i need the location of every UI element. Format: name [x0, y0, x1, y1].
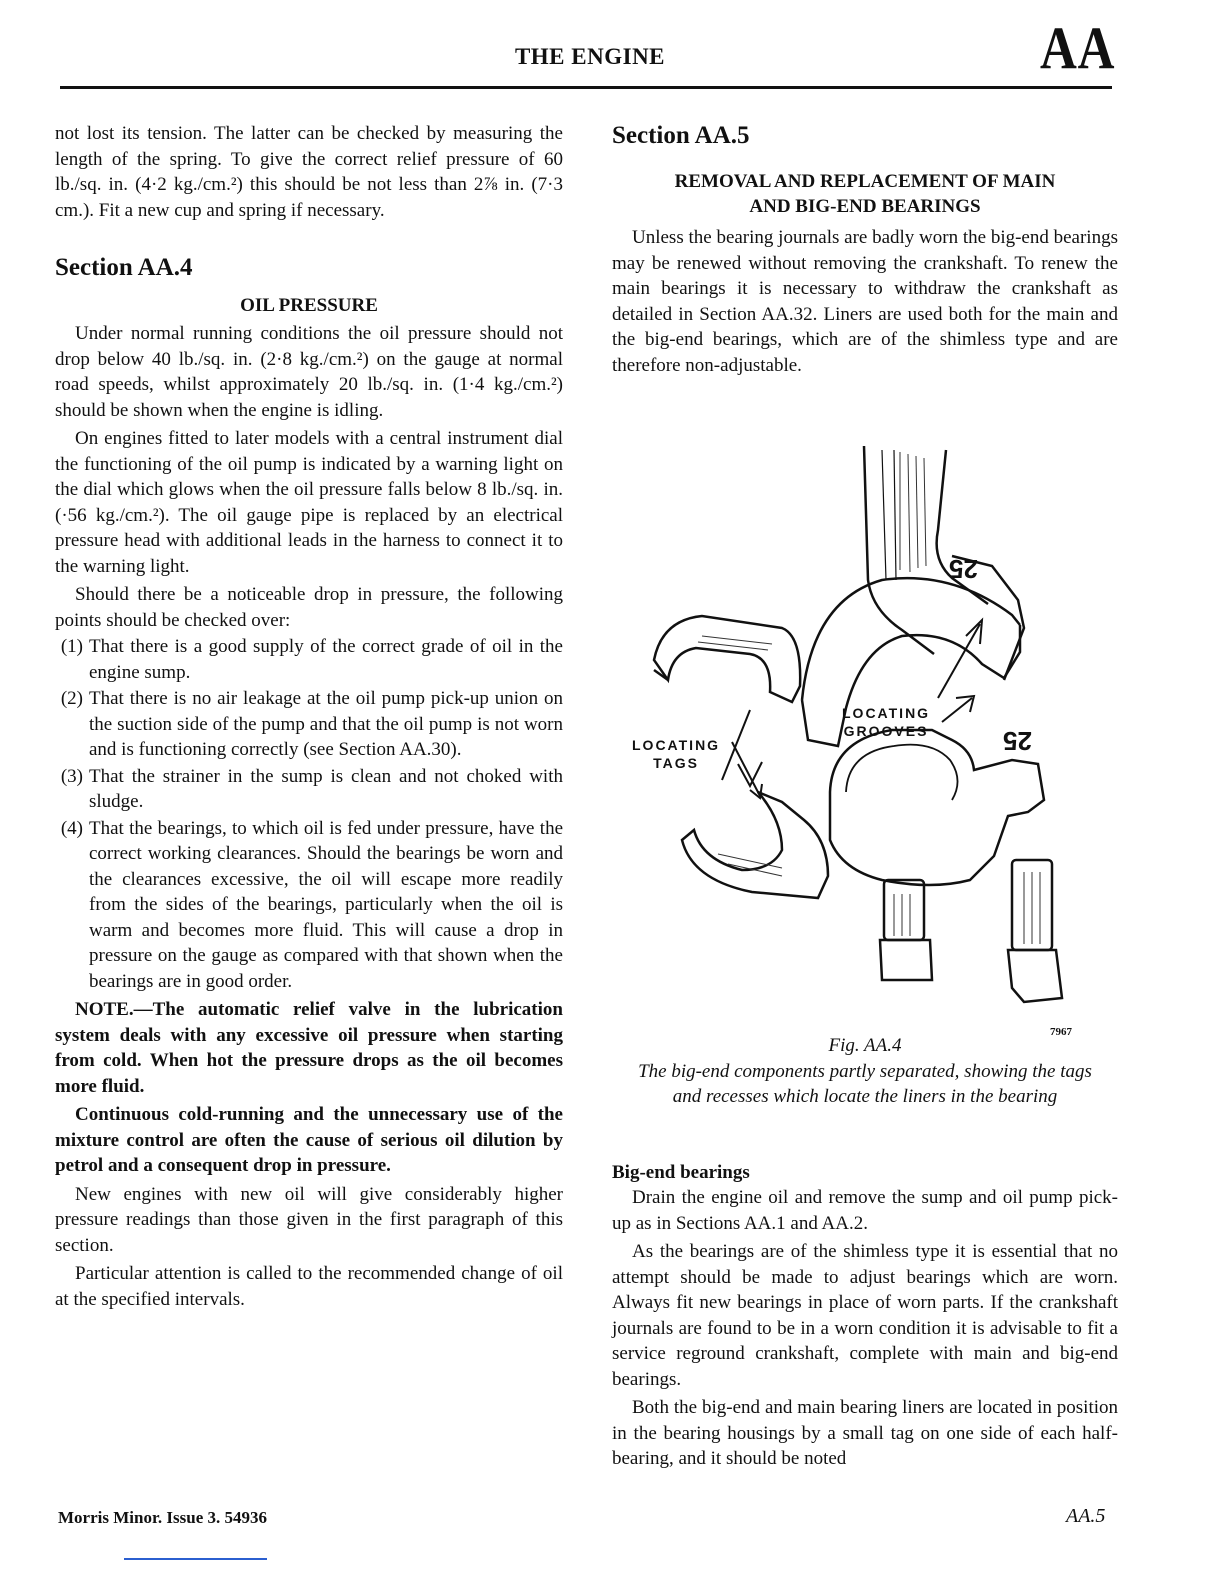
- note-paragraph: NOTE.—The automatic relief valve in the lubrication system deals with any excessive oil pressure when starting from cold. When hot the pressure drops as the oil becomes more fluid.: [55, 999, 563, 1097]
- label-locating-tags: [632, 736, 720, 772]
- paragraph: Drain the engine oil and remove the sump and oil pump pick-up as in Sections AA.1 and AA.2.: [612, 1187, 1118, 1234]
- bolt-head-left: [880, 940, 932, 980]
- section-code: AA: [1040, 15, 1116, 81]
- left-column: [55, 121, 563, 1312]
- paragraph: Should there be a noticeable drop in pressure, the following points should be checked over:: [55, 584, 563, 631]
- header-divider: [60, 86, 1112, 89]
- label-locating-grooves: [842, 704, 930, 740]
- paragraph: On engines fitted to later models with a central instrument dial the functioning of the oil pump is indicated by a warning light on the dial which glows when the oil pressure falls below 8 lb./sq. in. (·56 kg./cm.²). The oil gauge pipe is replaced by an electrical pressure head with additional leads in the harness to connect it to the warning light.: [55, 428, 563, 577]
- cap-bolt-left: [884, 880, 924, 940]
- list-item: [55, 634, 563, 685]
- page-number: AA.5: [1066, 1505, 1106, 1527]
- section-title-aa4: Section AA.4: [55, 254, 193, 281]
- subheading-big-end-bearings: Big-end bearings: [612, 1161, 750, 1183]
- label-line: LOCATING: [632, 737, 721, 753]
- note-paragraph: Continuous cold-running and the unnecessary use of the mixture control are often the cause of serious oil dilution by petrol and a consequent drop in pressure.: [55, 1104, 563, 1176]
- rod-top-outline: [802, 578, 1020, 700]
- list-item: [55, 816, 563, 995]
- list-item: [55, 686, 563, 763]
- list-text: That the bearings, to which oil is fed under pressure, have the correct working clearances. Should the bearings be worn and the clearances excessive, the oil will escape more readily from the sides of the bearings, particularly when the oil is warm and becomes more fluid. This will cause a drop in pressure on the gauge as compared with that shown when the bearings are in good order.: [89, 817, 563, 992]
- lower-bearing-shell: [682, 792, 828, 898]
- rod-shank-right-edge: [864, 446, 934, 654]
- subheading-oil-pressure: OIL PRESSURE: [240, 295, 378, 316]
- section-title-aa5: Section AA.5: [612, 122, 750, 149]
- figure-caption-title: Fig. AA.4: [828, 1035, 902, 1056]
- paragraph: New engines with new oil will give considerably higher pressure readings than those given in the first paragraph of this section.: [55, 1183, 563, 1256]
- paragraph: Unless the bearing journals are badly worn the big-end bearings may be renewed without removing the crankshaft. To renew the main bearings it is necessary to withdraw the crankshaft as detailed in Section AA.32. Liners are used both for the main and the big-end bearings, which are of the shimless type and are therefore non-adjustable.: [612, 227, 1118, 376]
- paragraph: Under normal running conditions the oil pressure should not drop below 40 lb./sq. in. (2·8 kg./cm.²) on the gauge at normal road speeds, whilst approximately 20 lb./sq. in. (1·4 kg./cm.²) should be shown when the engine is idling.: [55, 323, 563, 421]
- list-number: (2): [60, 688, 83, 709]
- intro-paragraph: not lost its tension. The latter can be checked by measuring the length of the spring. To give the correct relief pressure of 60 lb./sq. in. (4·2 kg./cm.²) this should be not less than 2⅞ in. (7·3 cm.). Fit a new cup and spring if necessary.: [55, 123, 563, 221]
- bolt-head-right: [1008, 950, 1062, 1002]
- subheading-line: AND BIG-END BEARINGS: [749, 196, 981, 217]
- figure-caption: The big-end components partly separated, showing the tags and recesses which locate the liners in the bearing: [638, 1060, 1092, 1107]
- paragraph: Both the big-end and main bearing liners are located in position in the bearing housings by a small tag on one side of each half-bearing, and it should be noted: [612, 1397, 1118, 1469]
- paragraph: Particular attention is called to the recommended change of oil at the specified intervals.: [55, 1263, 563, 1310]
- list-text: That there is a good supply of the correct grade of oil in the engine sump.: [89, 636, 563, 683]
- label-line: LOCATING: [842, 705, 931, 721]
- paragraph: As the bearings are of the shimless type it is essential that no attempt should be made to adjust bearings which are worn. Always fit new bearings in place of worn parts. If the crankshaft journals are found to be in a worn condition it is advisable to fit a service reground crankshaft, complete with main and big-end bearings.: [612, 1241, 1118, 1390]
- figure-reference-number: 7967: [1050, 1026, 1072, 1038]
- subheading-removal: [612, 169, 1118, 219]
- list-item: [55, 764, 563, 815]
- list-number: (4): [60, 817, 83, 839]
- list-number: (3): [60, 765, 83, 787]
- upper-bearing-shell: [654, 616, 800, 702]
- list-text: That there is no air leakage at the oil pump pick-up union on the suction side of the pump and that the oil pump is not worn and is functioning correctly (see Section AA.30).: [89, 688, 563, 760]
- figure-big-end-components: [632, 440, 1092, 1040]
- page-header-title: THE ENGINE: [514, 44, 666, 69]
- label-line: TAGS: [653, 755, 699, 771]
- blue-rule: [124, 1558, 267, 1560]
- label-line: GROOVES: [843, 723, 929, 739]
- subheading-line: REMOVAL AND REPLACEMENT OF MAIN: [674, 171, 1056, 192]
- list-number: (1): [60, 636, 83, 657]
- footer-publication: Morris Minor. Issue 3. 54936: [58, 1508, 268, 1527]
- rod-number-text: 25: [949, 554, 978, 584]
- cap-number-text: 25: [1003, 726, 1032, 756]
- list-text: That the strainer in the sump is clean and not choked with sludge.: [89, 765, 563, 812]
